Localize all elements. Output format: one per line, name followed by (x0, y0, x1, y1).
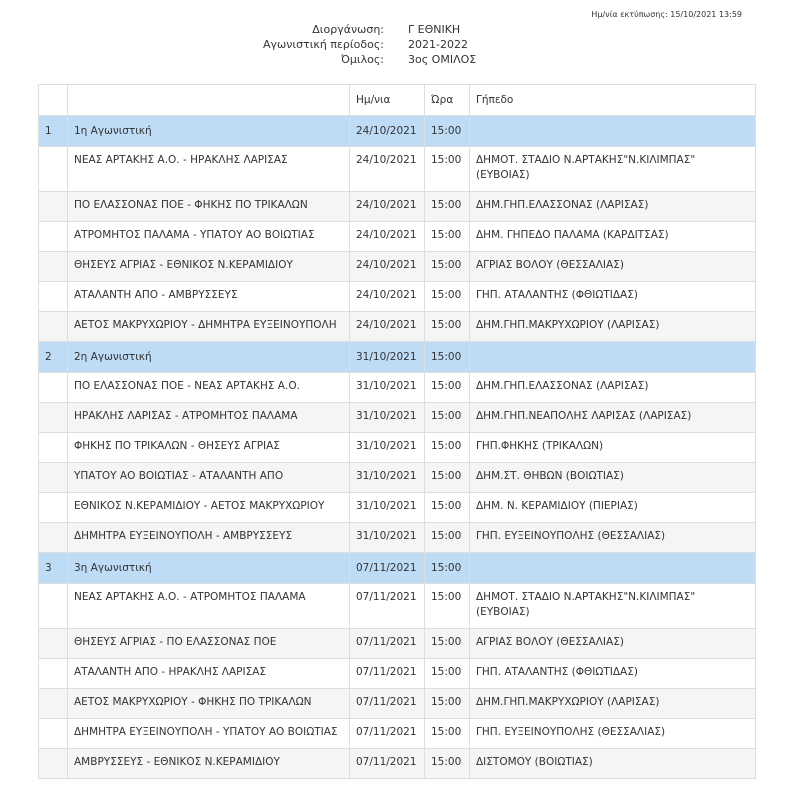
round-row (39, 342, 756, 373)
match-date: 31/10/2021 (350, 463, 425, 493)
match-time: 15:00 (425, 312, 470, 342)
match-num (39, 222, 68, 252)
match-venue: ΓΗΠ. ΕΥΞΕΙΝΟΥΠΟΛΗΣ (ΘΕΣΣΑΛΙΑΣ) (470, 523, 756, 553)
match-date: 07/11/2021 (350, 689, 425, 719)
match-row (39, 282, 756, 312)
match-date: 31/10/2021 (350, 403, 425, 433)
match-venue: ΔΙΣΤΟΜΟΥ (ΒΟΙΩΤΙΑΣ) (470, 749, 756, 779)
match-date: 31/10/2021 (350, 433, 425, 463)
match-time: 15:00 (425, 373, 470, 403)
match-date: 31/10/2021 (350, 493, 425, 523)
match-teams: ΠΟ ΕΛΑΣΣΟΝΑΣ ΠΟΕ - ΦΗΚΗΣ ΠΟ ΤΡΙΚΑΛΩΝ (68, 192, 350, 222)
match-venue: ΑΓΡΙΑΣ ΒΟΛΟΥ (ΘΕΣΣΑΛΙΑΣ) (470, 629, 756, 659)
match-date: 07/11/2021 (350, 584, 425, 629)
match-venue: ΔΗΜΟΤ. ΣΤΑΔΙΟ Ν.ΑΡΤΑΚΗΣ"Ν.ΚΙΛΙΜΠΑΣ" (ΕΥΒΟΙΑΣ) (470, 584, 756, 629)
match-time: 15:00 (425, 463, 470, 493)
match-row (39, 659, 756, 689)
info-label: Αγωνιστική περίοδος: (262, 38, 384, 51)
match-num (39, 147, 68, 192)
match-row (39, 584, 756, 629)
round-name: 2η Αγωνιστική (68, 342, 350, 373)
match-row (39, 147, 756, 192)
match-row (39, 433, 756, 463)
round-number: 2 (39, 342, 68, 373)
match-row (39, 373, 756, 403)
round-venue (470, 116, 756, 147)
match-row (39, 252, 756, 282)
round-number: 1 (39, 116, 68, 147)
round-name: 3η Αγωνιστική (68, 553, 350, 584)
match-teams: ΑΤΑΛΑΝΤΗ ΑΠΟ - ΑΜΒΡΥΣΣΕΥΣ (68, 282, 350, 312)
header-time: Ώρα (425, 85, 470, 116)
match-venue: ΔΗΜ.ΓΗΠ.ΕΛΑΣΣΟΝΑΣ (ΛΑΡΙΣΑΣ) (470, 192, 756, 222)
match-date: 24/10/2021 (350, 282, 425, 312)
round-name: 1η Αγωνιστική (68, 116, 350, 147)
fixtures-table (38, 84, 756, 779)
round-time: 15:00 (425, 342, 470, 373)
match-row (39, 689, 756, 719)
round-venue (470, 342, 756, 373)
match-time: 15:00 (425, 222, 470, 252)
match-teams: ΑΕΤΟΣ ΜΑΚΡΥΧΩΡΙΟΥ - ΔΗΜΗΤΡΑ ΕΥΞΕΙΝΟΥΠΟΛΗ (68, 312, 350, 342)
match-row (39, 192, 756, 222)
table-header-row (39, 85, 756, 116)
match-num (39, 252, 68, 282)
info-label: Όμιλος: (340, 53, 384, 66)
info-row-group (230, 52, 476, 67)
round-date: 31/10/2021 (350, 342, 425, 373)
match-time: 15:00 (425, 403, 470, 433)
match-time: 15:00 (425, 629, 470, 659)
match-time: 15:00 (425, 433, 470, 463)
match-teams: ΗΡΑΚΛΗΣ ΛΑΡΙΣΑΣ - ΑΤΡΟΜΗΤΟΣ ΠΑΛΑΜΑ (68, 403, 350, 433)
match-teams: ΦΗΚΗΣ ΠΟ ΤΡΙΚΑΛΩΝ - ΘΗΣΕΥΣ ΑΓΡΙΑΣ (68, 433, 350, 463)
match-date: 24/10/2021 (350, 222, 425, 252)
round-time: 15:00 (425, 553, 470, 584)
header-num (39, 85, 68, 116)
match-date: 31/10/2021 (350, 523, 425, 553)
match-date: 07/11/2021 (350, 719, 425, 749)
info-label: Διοργάνωση: (312, 23, 384, 36)
match-time: 15:00 (425, 523, 470, 553)
match-date: 07/11/2021 (350, 749, 425, 779)
match-time: 15:00 (425, 659, 470, 689)
round-venue (470, 553, 756, 584)
match-time: 15:00 (425, 584, 470, 629)
match-row (39, 749, 756, 779)
match-teams: ΘΗΣΕΥΣ ΑΓΡΙΑΣ - ΕΘΝΙΚΟΣ Ν.ΚΕΡΑΜΙΔΙΟΥ (68, 252, 350, 282)
match-venue: ΔΗΜ.ΓΗΠ.ΜΑΚΡΥΧΩΡΙΟΥ (ΛΑΡΙΣΑΣ) (470, 689, 756, 719)
match-venue: ΔΗΜ. Ν. ΚΕΡΑΜΙΔΙΟΥ (ΠΙΕΡΙΑΣ) (470, 493, 756, 523)
match-num (39, 373, 68, 403)
match-num (39, 493, 68, 523)
match-teams: ΠΟ ΕΛΑΣΣΟΝΑΣ ΠΟΕ - ΝΕΑΣ ΑΡΤΑΚΗΣ Α.Ο. (68, 373, 350, 403)
match-num (39, 403, 68, 433)
match-row (39, 403, 756, 433)
match-num (39, 433, 68, 463)
round-row (39, 116, 756, 147)
round-date: 07/11/2021 (350, 553, 425, 584)
match-time: 15:00 (425, 749, 470, 779)
match-venue: ΓΗΠ. ΑΤΑΛΑΝΤΗΣ (ΦΘΙΩΤΙΔΑΣ) (470, 659, 756, 689)
match-venue: ΓΗΠ. ΑΤΑΛΑΝΤΗΣ (ΦΘΙΩΤΙΔΑΣ) (470, 282, 756, 312)
match-teams: ΔΗΜΗΤΡΑ ΕΥΞΕΙΝΟΥΠΟΛΗ - ΥΠΑΤΟΥ ΑΟ ΒΟΙΩΤΙΑΣ (68, 719, 350, 749)
match-venue: ΔΗΜΟΤ. ΣΤΑΔΙΟ Ν.ΑΡΤΑΚΗΣ"Ν.ΚΙΛΙΜΠΑΣ" (ΕΥΒΟΙΑΣ) (470, 147, 756, 192)
match-venue: ΔΗΜ.ΣΤ. ΘΗΒΩΝ (ΒΟΙΩΤΙΑΣ) (470, 463, 756, 493)
match-row (39, 719, 756, 749)
info-value: 3ος ΟΜΙΛΟΣ (408, 53, 477, 66)
match-time: 15:00 (425, 719, 470, 749)
match-teams: ΑΤΑΛΑΝΤΗ ΑΠΟ - ΗΡΑΚΛΗΣ ΛΑΡΙΣΑΣ (68, 659, 350, 689)
match-teams: ΝΕΑΣ ΑΡΤΑΚΗΣ Α.Ο. - ΑΤΡΟΜΗΤΟΣ ΠΑΛΑΜΑ (68, 584, 350, 629)
match-time: 15:00 (425, 493, 470, 523)
match-num (39, 659, 68, 689)
round-number: 3 (39, 553, 68, 584)
match-teams: ΥΠΑΤΟΥ ΑΟ ΒΟΙΩΤΙΑΣ - ΑΤΑΛΑΝΤΗ ΑΠΟ (68, 463, 350, 493)
match-date: 07/11/2021 (350, 629, 425, 659)
header-match (68, 85, 350, 116)
match-time: 15:00 (425, 147, 470, 192)
match-time: 15:00 (425, 689, 470, 719)
match-date: 07/11/2021 (350, 659, 425, 689)
round-row (39, 553, 756, 584)
info-value: Γ ΕΘΝΙΚΗ (408, 23, 461, 36)
match-num (39, 463, 68, 493)
info-row-competition (230, 22, 476, 37)
match-time: 15:00 (425, 282, 470, 312)
match-venue: ΑΓΡΙΑΣ ΒΟΛΟΥ (ΘΕΣΣΑΛΙΑΣ) (470, 252, 756, 282)
match-num (39, 689, 68, 719)
match-date: 24/10/2021 (350, 312, 425, 342)
info-row-season (230, 37, 476, 52)
match-date: 24/10/2021 (350, 252, 425, 282)
match-num (39, 584, 68, 629)
match-teams: ΝΕΑΣ ΑΡΤΑΚΗΣ Α.Ο. - ΗΡΑΚΛΗΣ ΛΑΡΙΣΑΣ (68, 147, 350, 192)
match-num (39, 523, 68, 553)
match-teams: ΕΘΝΙΚΟΣ Ν.ΚΕΡΑΜΙΔΙΟΥ - ΑΕΤΟΣ ΜΑΚΡΥΧΩΡΙΟΥ (68, 493, 350, 523)
match-row (39, 463, 756, 493)
match-row (39, 493, 756, 523)
match-num (39, 719, 68, 749)
info-value: 2021-2022 (408, 38, 468, 51)
round-time: 15:00 (425, 116, 470, 147)
match-time: 15:00 (425, 252, 470, 282)
match-venue: ΓΗΠ. ΕΥΞΕΙΝΟΥΠΟΛΗΣ (ΘΕΣΣΑΛΙΑΣ) (470, 719, 756, 749)
round-date: 24/10/2021 (350, 116, 425, 147)
header-venue: Γήπεδο (470, 85, 756, 116)
match-date: 24/10/2021 (350, 192, 425, 222)
match-teams: ΑΜΒΡΥΣΣΕΥΣ - ΕΘΝΙΚΟΣ Ν.ΚΕΡΑΜΙΔΙΟΥ (68, 749, 350, 779)
match-row (39, 523, 756, 553)
match-num (39, 749, 68, 779)
print-date: Ημ/νία εκτύπωσης: 15/10/2021 13:59 (591, 10, 742, 19)
match-num (39, 282, 68, 312)
match-teams: ΔΗΜΗΤΡΑ ΕΥΞΕΙΝΟΥΠΟΛΗ - ΑΜΒΡΥΣΣΕΥΣ (68, 523, 350, 553)
match-venue: ΔΗΜ.ΓΗΠ.ΝΕΑΠΟΛΗΣ ΛΑΡΙΣΑΣ (ΛΑΡΙΣΑΣ) (470, 403, 756, 433)
match-date: 24/10/2021 (350, 147, 425, 192)
header-date: Ημ/νια (350, 85, 425, 116)
match-teams: ΘΗΣΕΥΣ ΑΓΡΙΑΣ - ΠΟ ΕΛΑΣΣΟΝΑΣ ΠΟΕ (68, 629, 350, 659)
match-row (39, 222, 756, 252)
match-teams: ΑΤΡΟΜΗΤΟΣ ΠΑΛΑΜΑ - ΥΠΑΤΟΥ ΑΟ ΒΟΙΩΤΙΑΣ (68, 222, 350, 252)
match-teams: ΑΕΤΟΣ ΜΑΚΡΥΧΩΡΙΟΥ - ΦΗΚΗΣ ΠΟ ΤΡΙΚΑΛΩΝ (68, 689, 350, 719)
match-num (39, 629, 68, 659)
match-row (39, 312, 756, 342)
match-venue: ΔΗΜ.ΓΗΠ.ΕΛΑΣΣΟΝΑΣ (ΛΑΡΙΣΑΣ) (470, 373, 756, 403)
match-row (39, 629, 756, 659)
match-venue: ΓΗΠ.ΦΗΚΗΣ (ΤΡΙΚΑΛΩΝ) (470, 433, 756, 463)
competition-info (230, 22, 476, 67)
match-date: 31/10/2021 (350, 373, 425, 403)
match-venue: ΔΗΜ. ΓΗΠΕΔΟ ΠΑΛΑΜΑ (ΚΑΡΔΙΤΣΑΣ) (470, 222, 756, 252)
match-venue: ΔΗΜ.ΓΗΠ.ΜΑΚΡΥΧΩΡΙΟΥ (ΛΑΡΙΣΑΣ) (470, 312, 756, 342)
match-num (39, 192, 68, 222)
match-num (39, 312, 68, 342)
match-time: 15:00 (425, 192, 470, 222)
